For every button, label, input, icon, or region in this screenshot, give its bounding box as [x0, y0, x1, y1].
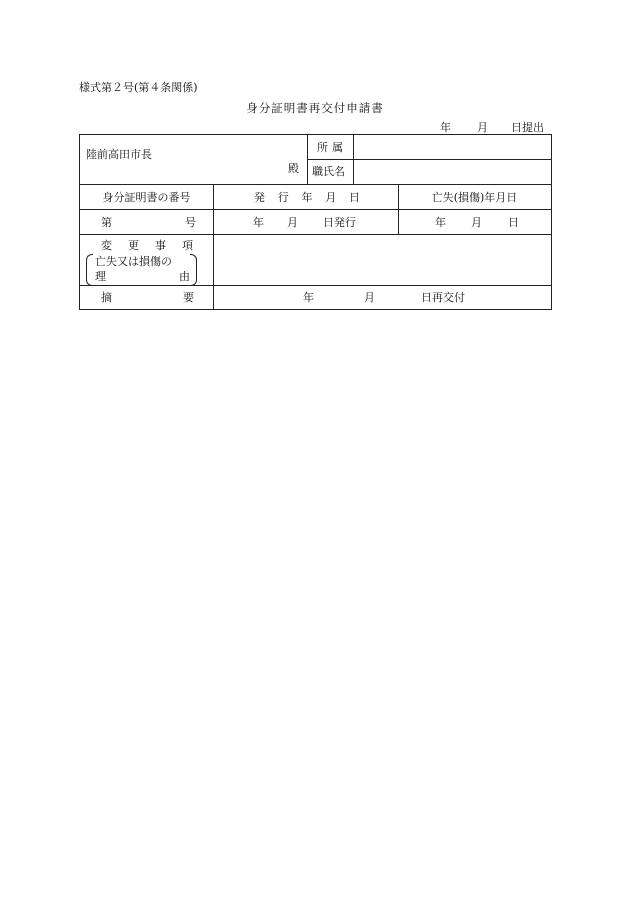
issue-date-header: 発 行 年 月 日: [254, 191, 360, 204]
submission-date: [420, 119, 552, 133]
application-table: [79, 134, 552, 310]
column-divider: [213, 184, 214, 309]
issue-month-label: 月: [287, 216, 298, 229]
reissue-month-label: 月: [364, 291, 375, 304]
row-divider: [80, 234, 551, 235]
name-label: 職氏名: [312, 165, 345, 178]
column-divider: [307, 135, 308, 184]
loss-date-header: 亡失(損傷)年月日: [431, 191, 518, 204]
reason-label: 理 由: [95, 270, 190, 283]
row-divider: [80, 285, 551, 286]
remarks-label-first: 摘: [101, 291, 112, 304]
submission-year-label: 年: [440, 121, 451, 134]
form-title: 身分証明書再交付申請書: [246, 101, 384, 115]
id-number-prefix: 第: [101, 216, 112, 229]
applicant-divider: [307, 159, 551, 160]
affiliation-label: 所 属: [317, 141, 343, 154]
row-divider: [80, 184, 551, 185]
right-bracket: [190, 254, 197, 286]
left-bracket: [86, 254, 93, 286]
submission-day-label: 日提出: [511, 121, 544, 134]
row-divider: [80, 209, 551, 210]
column-divider: [353, 135, 354, 184]
form-number: 様式第２号(第４条関係): [79, 81, 198, 94]
loss-reason-label: 亡失又は損傷の: [95, 255, 172, 268]
id-number-suffix: 号: [185, 216, 196, 229]
remarks-label-second: 要: [183, 291, 194, 304]
loss-year-label: 年: [435, 216, 446, 229]
issue-year-label: 年: [253, 216, 264, 229]
loss-month-label: 月: [471, 216, 482, 229]
reissue-day-label: 日再交付: [421, 291, 465, 304]
reissue-year-label: 年: [303, 291, 314, 304]
addressee-honorific: 殿: [288, 162, 299, 175]
submission-month-label: 月: [477, 121, 488, 134]
loss-day-label: 日: [508, 216, 519, 229]
addressee-name: 陸前高田市長: [86, 148, 152, 161]
change-items-label: 変 更 事 項: [101, 239, 193, 252]
id-number-header: 身分証明書の番号: [102, 191, 191, 204]
issue-day-label: 日発行: [323, 216, 356, 229]
